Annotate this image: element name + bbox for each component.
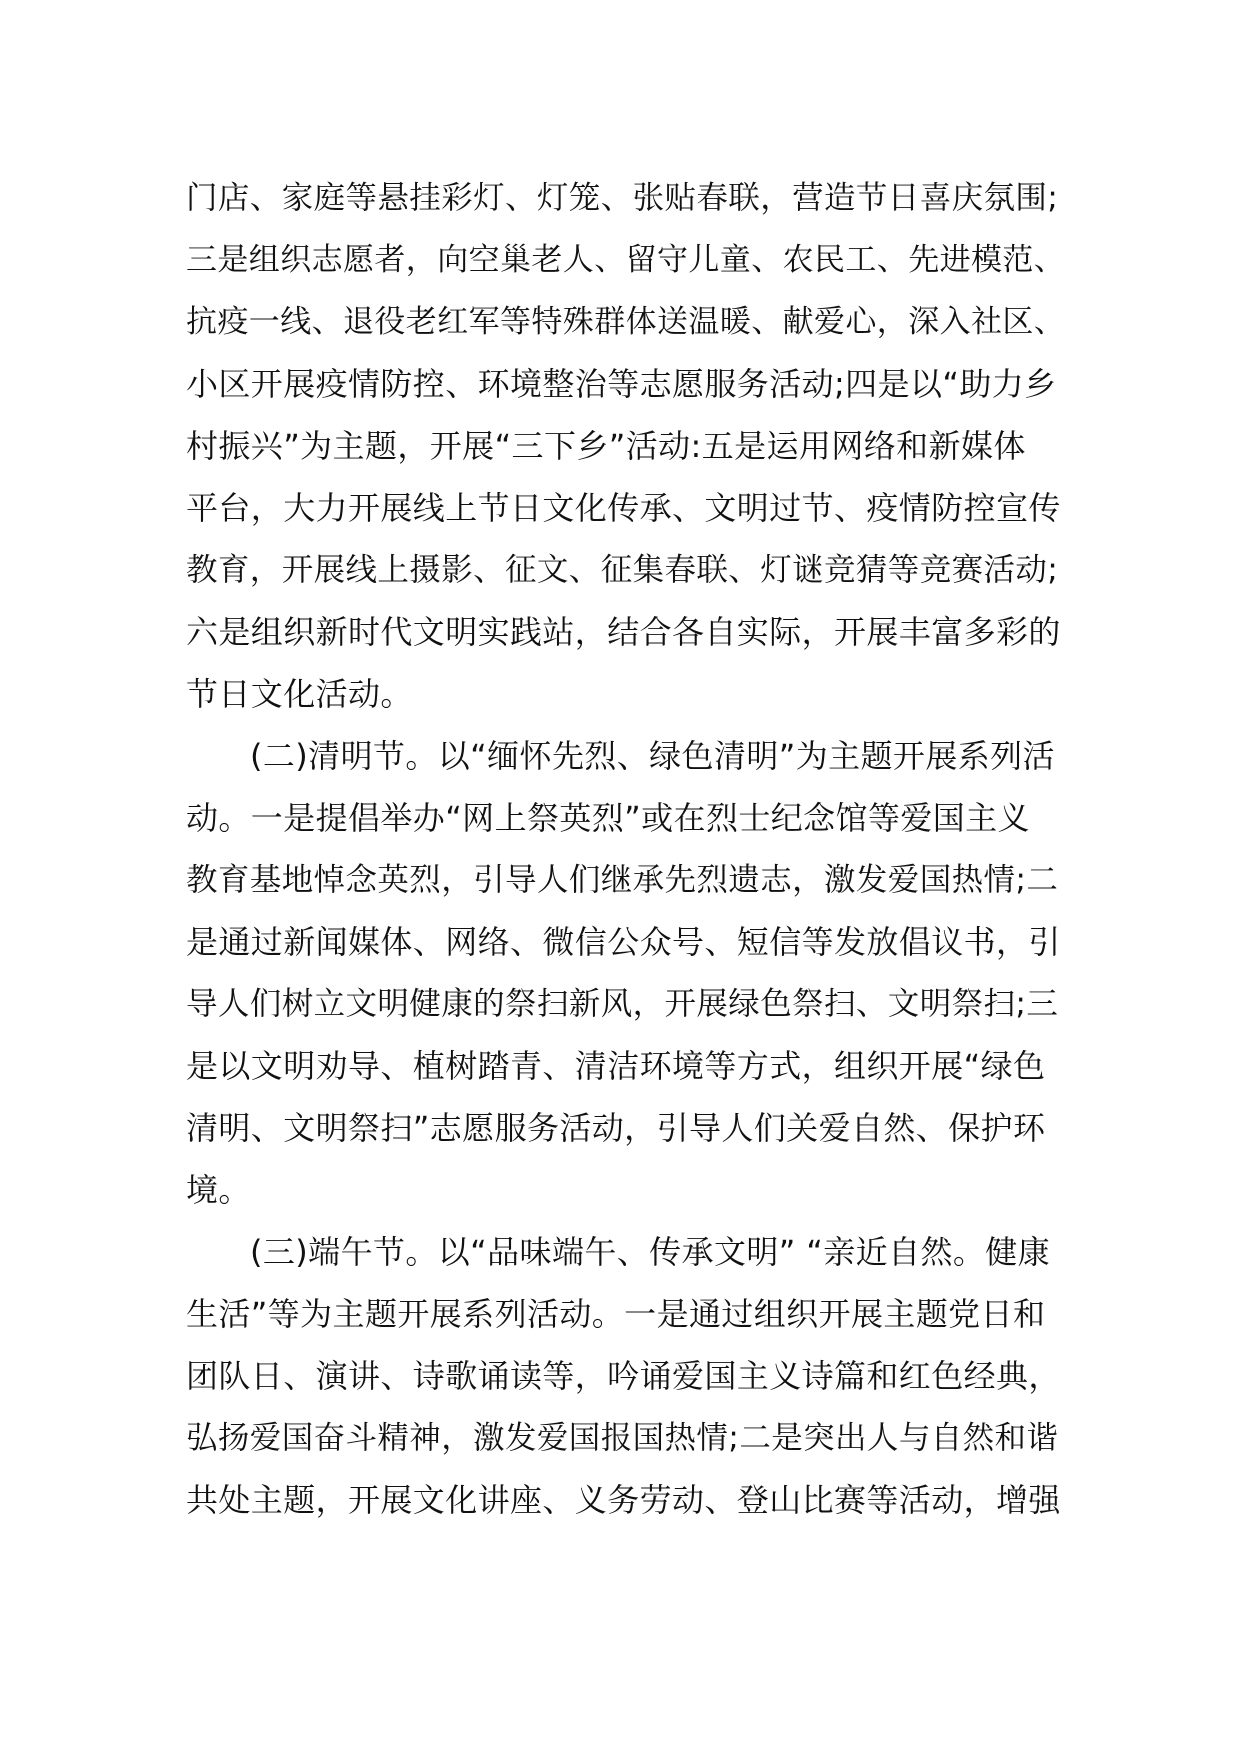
text-line: 节日文化活动。: [186, 675, 413, 713]
text-line: 小区开展疫情防控、环境整治等志愿服务活动;四是以“助力乡: [186, 365, 1057, 403]
text-line: 导人们树立文明健康的祭扫新风，开展绿色祭扫、文明祭扫;三: [186, 986, 1059, 1022]
text-line: (三)端午节。以“品味端午、传承文明” “亲近自然。健康: [250, 1233, 1051, 1271]
paragraph-qingming-festival: [186, 725, 1066, 1221]
text-line: 生活”等为主题开展系列活动。一是通过组织开展主题党日和: [186, 1295, 1046, 1333]
text-line: 清明、文明祭扫”志愿服务活动，引导人们关爱自然、保护环: [186, 1109, 1046, 1147]
text-line: 共处主题，开展文化讲座、义务劳动、登山比赛等活动，增强: [186, 1481, 1061, 1519]
text-line: (二)清明节。以“缅怀先烈、绿色清明”为主题开展系列活: [250, 737, 1055, 775]
text-line: 教育，开展线上摄影、征文、征集春联、灯谜竞猜等竞赛活动;: [186, 552, 1059, 588]
paragraph-spring-festival-continued: [186, 167, 1066, 725]
text-line: 团队日、演讲、诗歌诵读等，吟诵爱国主义诗篇和红色经典，: [186, 1357, 1061, 1395]
text-line: 三是组织志愿者，向空巢老人、留守儿童、农民工、先进模范、: [186, 242, 1066, 278]
text-line: 六是组织新时代文明实践站，结合各自实际，开展丰富多彩的: [186, 613, 1061, 651]
document-body: [186, 167, 1066, 1531]
text-line: 抗疫一线、退役老红军等特殊群体送温暖、献爱心，深入社区、: [186, 304, 1066, 340]
text-line: 动。一是提倡举办“网上祭英烈”或在烈士纪念馆等爱国主义: [186, 799, 1030, 837]
text-line: 平台，大力开展线上节日文化传承、文明过节、疫情防控宣传: [186, 489, 1061, 527]
text-line: 境。: [186, 1171, 251, 1209]
text-line: 是通过新闻媒体、网络、微信公众号、短信等发放倡议书，引: [186, 923, 1061, 961]
paragraph-dragon-boat-festival: [186, 1221, 1066, 1531]
text-line: 村振兴”为主题，开展“三下乡”活动:五是运用网络和新媒体: [186, 427, 1026, 465]
text-line: 门店、家庭等悬挂彩灯、灯笼、张贴春联，营造节日喜庆氛围;: [186, 180, 1059, 216]
text-line: 弘扬爱国奋斗精神，激发爱国报国热情;二是突出人与自然和谐: [186, 1420, 1059, 1456]
text-line: 是以文明劝导、植树踏青、清洁环境等方式，组织开展“绿色: [186, 1047, 1046, 1085]
text-line: 教育基地悼念英烈，引导人们继承先烈遗志，激发爱国热情;二: [186, 862, 1059, 898]
